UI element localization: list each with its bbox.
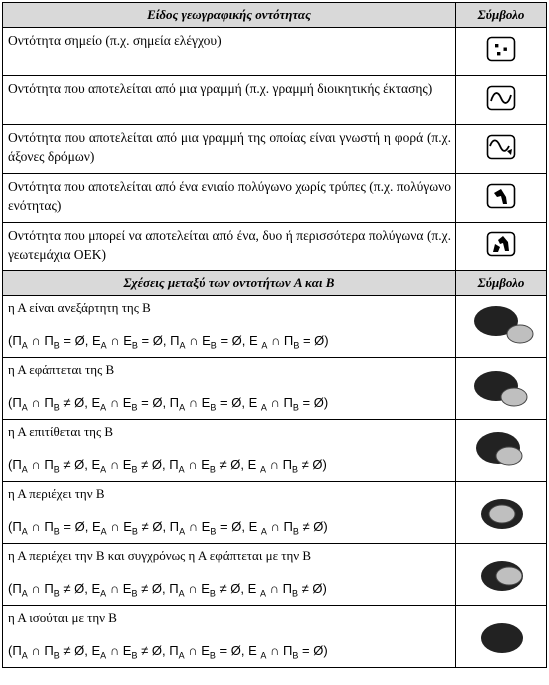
entity-description: Οντότητα που αποτελείται από μια γραμμή της οποίας είναι γνωστή η φορά (π.χ. άξονες δρόμων) [3, 125, 456, 174]
header-relations: Σχέσεις μεταξύ των οντοτήτων A και B [3, 271, 456, 296]
relation-description [3, 482, 456, 544]
relation-title: η Α περιέχει την Β [8, 486, 105, 501]
relation-formula: ($\Pi_A$ ∩ $\Pi_B$ ≠ Ø, $E_A$ ∩ $E_B$ ≠ Ø, $\Pi_A$ ∩ $E_B$ = Ø, Ε $_A$ ∩ $\Pi_B$ = Ø) [8, 643, 328, 661]
table-row [3, 76, 547, 125]
relation-description [3, 606, 456, 668]
relations-table [2, 295, 547, 668]
header-symbol: Σύμβολο [456, 3, 547, 28]
table-row [3, 544, 547, 606]
table-row [3, 174, 547, 223]
relation-title: η Α εφάπτεται της Β [8, 362, 115, 377]
polygon-entity-icon [486, 183, 516, 209]
table-row [3, 125, 547, 174]
line-entity-icon [486, 85, 516, 111]
table-row [3, 223, 547, 271]
multipolygon-entity-icon [486, 231, 516, 257]
table-row [3, 296, 547, 358]
relation-formula: ($\Pi_A$ ∩ $\Pi_B$ ≠ Ø, $E_A$ ∩ $E_B$ ≠ Ø, $\Pi_A$ ∩ $E_B$ ≠ Ø, Ε $_A$ ∩ $\Pi_B$ ≠ Ø) [8, 581, 327, 599]
relation-description [3, 358, 456, 420]
touches-icon [456, 361, 546, 417]
equals-icon [456, 609, 546, 665]
table-row [3, 28, 547, 76]
table-header-row [3, 271, 547, 296]
relation-title: η Α είναι ανεξάρτητη της Β [8, 300, 151, 315]
entity-description: Οντότητα που αποτελείται από μια γραμμή (π.χ. γραμμή διοικητικής έκτασης) [3, 76, 456, 125]
relation-description [3, 296, 456, 358]
overlaps-icon [456, 423, 546, 479]
relation-formula: ($\Pi_A$ ∩ $\Pi_B$ = Ø, $E_A$ ∩ $E_B$ ≠ Ø, $\Pi_A$ ∩ $E_B$ = Ø, Ε $_A$ ∩ $\Pi_B$ ≠ Ø) [8, 519, 328, 537]
table-row [3, 420, 547, 482]
contains-touches-icon [456, 547, 546, 603]
relation-formula: ($\Pi_A$ ∩ $\Pi_B$ = Ø, $E_A$ ∩ $E_B$ = Ø, $\Pi_A$ ∩ $E_B$ = Ø, Ε $_A$ ∩ $\Pi_B$ = Ø) [8, 333, 329, 351]
relation-formula: ($\Pi_A$ ∩ $\Pi_B$ ≠ Ø, $E_A$ ∩ $E_B$ = Ø, $\Pi_A$ ∩ $E_B$ = Ø, Ε $_A$ ∩ $\Pi_B$ = Ø) [8, 395, 329, 413]
relation-title: η Α επιτίθεται της Β [8, 424, 114, 439]
table-row [3, 482, 547, 544]
table-header-row [3, 3, 547, 28]
geographic-entities-table [2, 2, 547, 296]
contains-icon [456, 485, 546, 541]
header-entity-type: Είδος γεωγραφικής οντότητας [3, 3, 456, 28]
entity-description: Οντότητα που μπορεί να αποτελείται από ένα, δυο ή περισσότερα πολύγωνα (π.χ. γεωτεμάχια ΟΕΚ) [3, 223, 456, 271]
entity-description: Οντότητα σημείο (π.χ. σημεία ελέγχου) [3, 28, 456, 76]
entity-description: Οντότητα που αποτελείται από ένα ενιαίο πολύγωνο χωρίς τρύπες (π.χ. πολύγωνο ενότητας) [3, 174, 456, 223]
relation-title: η Α περιέχει την Β και συγχρόνως η Α εφάπτεται με την Β [8, 548, 312, 563]
relation-description [3, 544, 456, 606]
directed-line-entity-icon [486, 134, 516, 160]
table-row [3, 606, 547, 668]
relation-description [3, 420, 456, 482]
point-entity-icon [486, 36, 516, 62]
table-row [3, 358, 547, 420]
relation-title: η Α ισούται με την Β [8, 610, 117, 625]
disjoint-icon [456, 299, 546, 355]
relation-formula: ($\Pi_A$ ∩ $\Pi_B$ ≠ Ø, $E_A$ ∩ $E_B$ ≠ Ø, $\Pi_A$ ∩ $E_B$ ≠ Ø, Ε $_A$ ∩ $\Pi_B$ ≠ Ø) [8, 457, 327, 475]
header-symbol: Σύμβολο [456, 271, 547, 296]
